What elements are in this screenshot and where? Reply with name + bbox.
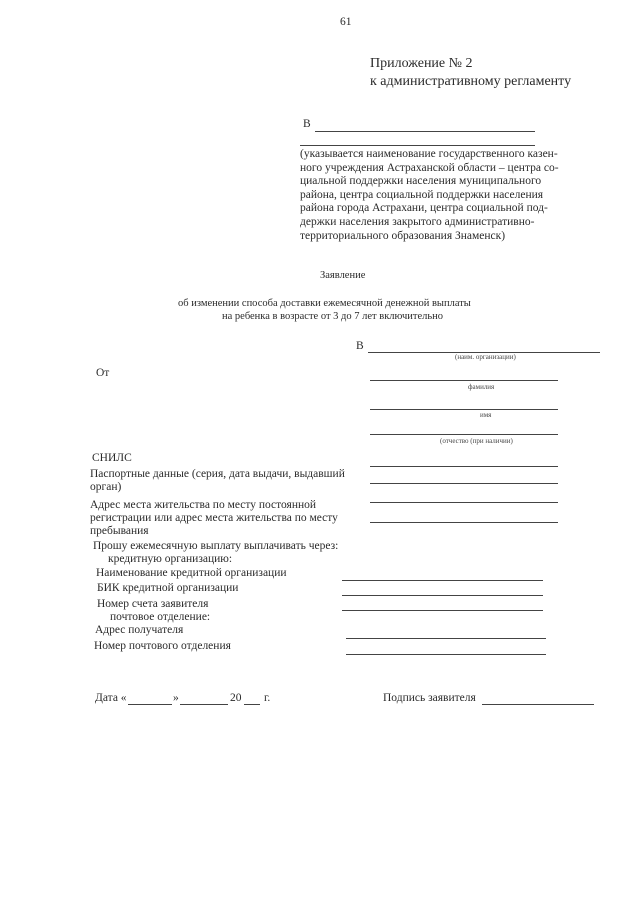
post-number-label: Номер почтового отделения (94, 640, 231, 652)
addressee-note-line: территориального образования Знаменск) (300, 229, 506, 242)
page-number: 61 (340, 16, 352, 28)
addressee-line-1[interactable] (315, 131, 535, 132)
organization-caption: (наим. организации) (455, 353, 516, 361)
surname-field[interactable] (370, 380, 558, 381)
address-label: Адрес места жительства по месту постоянной (90, 499, 317, 511)
patronymic-field[interactable] (370, 434, 558, 435)
date-label: Дата « (95, 692, 127, 704)
from-label: От (96, 367, 110, 379)
addressee-note (300, 148, 600, 243)
address-label-cont: регистрации или адрес места жительства по месту (90, 512, 338, 524)
post-number-field[interactable] (346, 654, 546, 655)
patronymic-caption: (отчество (при наличии) (440, 437, 513, 445)
addressee-line-2[interactable] (300, 145, 535, 146)
addressee-note-line: (указывается наименование государственного казен- (300, 148, 558, 160)
account-field[interactable] (342, 610, 543, 611)
year-prefix: 20 (230, 692, 242, 704)
date-day-field[interactable] (128, 704, 172, 705)
appendix-subtitle: к административному регламенту (370, 74, 572, 89)
application-subject-line-2: на ребенка в возрасте от 3 до 7 лет включительно (222, 311, 444, 322)
account-label: Номер счета заявителя (97, 598, 209, 610)
name-field[interactable] (370, 409, 558, 410)
address-field-2[interactable] (370, 522, 558, 523)
passport-field[interactable] (370, 483, 558, 484)
recipient-address-field[interactable] (346, 638, 546, 639)
application-title: Заявление (320, 270, 366, 281)
address-field-1[interactable] (370, 502, 558, 503)
name-caption: имя (480, 411, 492, 419)
addressee-prefix: В (303, 118, 311, 130)
request-label: Прошу ежемесячную выплату выплачивать через: (93, 540, 339, 552)
addressee-note-line: района, центра социальной поддержки населения (300, 188, 544, 201)
recipient-address-label: Адрес получателя (95, 624, 184, 636)
bik-field[interactable] (342, 595, 543, 596)
year-suffix: г. (264, 692, 271, 704)
appendix-title: Приложение № 2 (370, 56, 473, 71)
date-year-field[interactable] (244, 704, 260, 705)
addressee-note-line: циальной поддержки населения муниципального (300, 175, 542, 188)
application-subject-line-1: об изменении способа доставки ежемесячной денежной выплаты (178, 298, 471, 309)
passport-label: Паспортные данные (серия, дата выдачи, выдавший (90, 468, 345, 480)
address-label-cont2: пребывания (90, 525, 149, 537)
date-mid: » (173, 692, 179, 704)
credit-name-label: Наименование кредитной организации (96, 567, 287, 579)
passport-label-cont: орган) (90, 481, 122, 493)
signature-field[interactable] (482, 704, 594, 705)
addressee-note-line: района города Астрахани, центра социальной под- (300, 202, 548, 215)
snils-field[interactable] (370, 466, 558, 467)
signature-label: Подпись заявителя (383, 692, 476, 704)
snils-label: СНИЛС (92, 452, 132, 464)
credit-name-field[interactable] (342, 580, 543, 581)
addressee-note-line: держки населения закрытого административно- (300, 215, 535, 228)
surname-caption: фамилия (468, 383, 495, 391)
date-month-field[interactable] (180, 704, 228, 705)
addressee-note-line: ного учреждения Астраханской области – центра со- (300, 161, 559, 174)
post-office-label: почтовое отделение: (110, 611, 211, 623)
bik-label: БИК кредитной организации (97, 582, 239, 594)
credit-org-label: кредитную организацию: (108, 553, 233, 565)
to-prefix: В (356, 340, 364, 352)
